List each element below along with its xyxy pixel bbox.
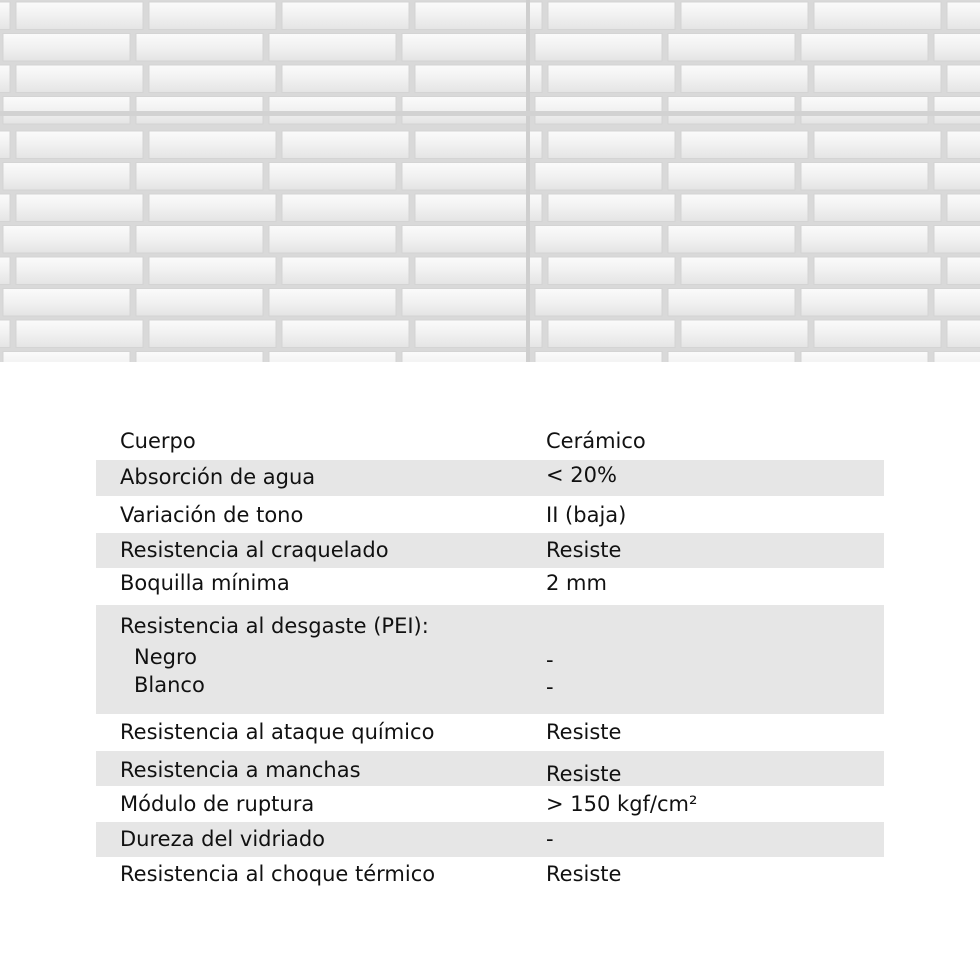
tile-brick <box>814 65 941 93</box>
tile-brick <box>947 65 980 93</box>
tile-brick <box>402 226 529 254</box>
tile-brick <box>282 320 409 348</box>
tile-brick <box>136 163 263 191</box>
tile-brick <box>668 163 795 191</box>
tile-brick <box>681 131 808 159</box>
tile-brick <box>668 226 795 254</box>
tile-photo <box>0 0 980 362</box>
spec-table <box>96 424 884 893</box>
tile-brick <box>801 289 928 317</box>
tile-brick <box>3 226 130 254</box>
tile-brick <box>814 257 941 285</box>
tile-brick <box>535 97 662 125</box>
tile-brick <box>535 163 662 191</box>
tile-brick <box>668 352 795 363</box>
tile-brick <box>415 257 542 285</box>
spec-value: 2 mm <box>546 571 607 595</box>
tile-brick <box>415 131 542 159</box>
tile-brick <box>535 34 662 62</box>
tile-brick <box>402 163 529 191</box>
tile-brick <box>535 289 662 317</box>
tile-brick <box>947 131 980 159</box>
tile-brick <box>681 65 808 93</box>
spec-value: > 150 kgf/cm² <box>546 792 698 816</box>
tile-brick <box>814 2 941 30</box>
spec-row-choque-termico <box>96 857 884 893</box>
spec-row-ataque-quimico <box>96 714 884 751</box>
tile-brick <box>149 131 276 159</box>
tile-brick <box>548 194 675 222</box>
tile-brick <box>149 257 276 285</box>
tile-brick <box>3 34 130 62</box>
tile-brick <box>801 34 928 62</box>
tile-brick <box>934 97 980 125</box>
spec-label: Resistencia al ataque químico <box>120 720 435 744</box>
spec-row-dureza-vidriado <box>96 822 884 857</box>
tile-brick <box>269 289 396 317</box>
spec-label: Boquilla mínima <box>120 571 290 595</box>
tile-brick <box>947 320 980 348</box>
tile-brick <box>814 320 941 348</box>
tile-brick <box>681 257 808 285</box>
spec-label: Resistencia a manchas <box>120 758 361 782</box>
tile-brick <box>535 352 662 363</box>
tile-brick <box>16 65 143 93</box>
tile-brick <box>3 352 130 363</box>
tile-brick <box>415 2 542 30</box>
tile-brick <box>136 226 263 254</box>
tile-brick <box>0 257 10 285</box>
tile-brick <box>947 257 980 285</box>
spec-value: II (baja) <box>546 503 627 527</box>
tile-brick <box>548 257 675 285</box>
tile-brick <box>402 289 529 317</box>
spec-sub-value-negro: - <box>546 648 554 672</box>
tile-brick <box>548 2 675 30</box>
spec-row-absorcion <box>96 460 884 496</box>
spec-label: Resistencia al desgaste (PEI): <box>120 614 429 638</box>
tile-brick <box>282 257 409 285</box>
tile-brick <box>136 97 263 125</box>
tile-brick <box>0 131 10 159</box>
tile-brick <box>136 289 263 317</box>
tile-brick <box>934 226 980 254</box>
tile-brick <box>402 352 529 363</box>
tile-brick <box>801 97 928 125</box>
tile-brick <box>3 97 130 125</box>
spec-row-craquelado <box>96 533 884 568</box>
tile-brick <box>269 226 396 254</box>
tile-brick <box>282 131 409 159</box>
tile-brick <box>269 352 396 363</box>
tile-brick <box>282 2 409 30</box>
spec-row-manchas <box>96 751 884 786</box>
tile-brick <box>16 257 143 285</box>
tile-brick <box>934 289 980 317</box>
tile-brick <box>548 320 675 348</box>
spec-label: Variación de tono <box>120 503 304 527</box>
tile-brick <box>149 320 276 348</box>
tile-brick <box>415 194 542 222</box>
tile-brick <box>548 131 675 159</box>
tile-brick <box>149 194 276 222</box>
tile-brick <box>668 97 795 125</box>
tile-brick <box>269 97 396 125</box>
tile-brick <box>415 320 542 348</box>
tile-brick <box>814 131 941 159</box>
spec-label: Módulo de ruptura <box>120 792 315 816</box>
spec-row-variacion-tono <box>96 496 884 533</box>
tile-brick <box>136 34 263 62</box>
tile-brick <box>681 194 808 222</box>
tile-brick <box>269 163 396 191</box>
tile-brick <box>681 320 808 348</box>
spec-value: Cerámico <box>546 429 646 453</box>
spec-label: Absorción de agua <box>120 465 316 489</box>
tile-brick <box>282 194 409 222</box>
tile-brick <box>402 97 529 125</box>
tile-brick <box>149 2 276 30</box>
tile-brick <box>16 194 143 222</box>
tile-brick <box>535 226 662 254</box>
spec-sub-label-blanco: Blanco <box>134 673 205 697</box>
spec-label: Resistencia al choque térmico <box>120 862 436 886</box>
spec-row-desgaste-pei <box>96 605 884 714</box>
tile-brick <box>934 34 980 62</box>
tile-brick <box>934 163 980 191</box>
tile-brick <box>415 65 542 93</box>
tile-brick <box>0 194 10 222</box>
spec-value: - <box>546 827 554 851</box>
spec-row-cuerpo <box>96 424 884 460</box>
spec-value: < 20% <box>546 463 617 487</box>
spec-label: Cuerpo <box>120 429 196 453</box>
spec-label: Dureza del vidriado <box>120 827 326 851</box>
tile-brick <box>681 2 808 30</box>
tile-brick <box>801 226 928 254</box>
tile-brick <box>0 2 10 30</box>
spec-value: Resiste <box>546 762 622 786</box>
spec-row-boquilla <box>96 568 884 605</box>
tile-brick <box>269 34 396 62</box>
tile-brick <box>668 34 795 62</box>
spec-sub-value-blanco: - <box>546 675 554 699</box>
tile-brick <box>402 34 529 62</box>
tile-brick <box>282 65 409 93</box>
spec-value: Resiste <box>546 538 622 562</box>
tile-brick <box>947 2 980 30</box>
tile-brick <box>0 320 10 348</box>
tile-brick <box>136 352 263 363</box>
tile-brick <box>16 2 143 30</box>
tile-brick <box>548 65 675 93</box>
spec-value: Resiste <box>546 862 622 886</box>
tile-brick <box>149 65 276 93</box>
spec-value: Resiste <box>546 720 622 744</box>
spec-row-modulo-ruptura <box>96 786 884 822</box>
tile-brick <box>801 163 928 191</box>
tile-brick <box>668 289 795 317</box>
tile-brick <box>3 163 130 191</box>
tile-brick <box>16 320 143 348</box>
tile-brick <box>814 194 941 222</box>
spec-label: Resistencia al craquelado <box>120 538 389 562</box>
tile-brick <box>934 352 980 363</box>
spec-sub-label-negro: Negro <box>134 645 197 669</box>
tile-brick <box>947 194 980 222</box>
tile-brick <box>16 131 143 159</box>
tile-brick <box>0 65 10 93</box>
tile-brick <box>801 352 928 363</box>
tile-brick <box>3 289 130 317</box>
